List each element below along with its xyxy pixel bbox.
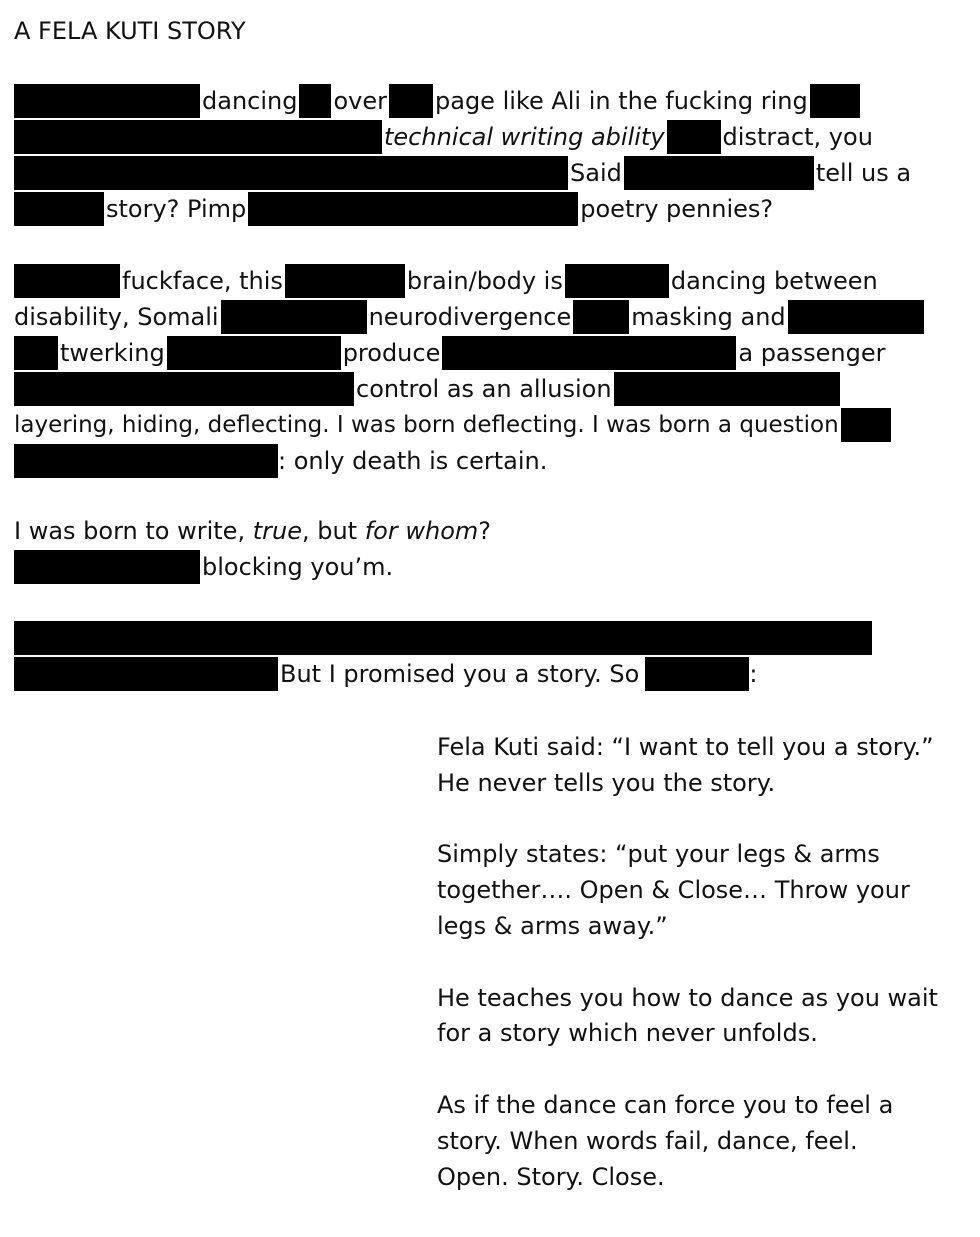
text-fragment: dancing [202,87,298,115]
redaction-bar [442,336,736,370]
redaction-bar [788,300,924,334]
paragraph-1-line-2 [14,119,875,155]
redaction-bar [14,336,58,370]
paragraph-1-line-3 [14,155,913,191]
stanza-4-line-2: story. When words fail, dance, feel. [437,1127,858,1155]
text-fragment: neurodivergence [368,303,572,331]
stanza-2-line-3: legs & arms away.” [437,912,668,940]
redaction-bar [14,264,120,298]
document-title: A FELA KUTI STORY [14,17,246,45]
paragraph-2-line-5 [14,407,891,443]
redaction-bar [14,657,278,691]
text-fragment: dancing between [670,267,878,295]
redaction-bar [14,84,200,118]
paragraph-4-line-1 [14,620,872,656]
text-fragment: masking and [631,303,786,331]
redaction-bar [667,120,721,154]
paragraph-2-line-2 [14,299,924,335]
redaction-bar [285,264,405,298]
text-fragment: twerking [60,339,165,367]
stanza-4-line-1: As if the dance can force you to feel a [437,1091,894,1119]
redaction-bar [167,336,341,370]
paragraph-2-line-4 [14,371,840,407]
redaction-bar [841,408,891,442]
text-fragment: page like Ali in the fucking ring [435,87,808,115]
redaction-bar [624,156,814,190]
redaction-bar [14,444,278,478]
paragraph-3-line-1 [14,513,491,549]
paragraph-1-line-4 [14,191,775,227]
redaction-bar [389,84,433,118]
redaction-bar [810,84,860,118]
text-fragment: distract, you [722,123,873,151]
redaction-bar [614,372,840,406]
redaction-bar [221,300,367,334]
redaction-bar [14,372,354,406]
redaction-bar [14,550,200,584]
paragraph-2-line-6 [14,443,549,479]
stanza-1-line-1: Fela Kuti said: “I want to tell you a story.” [437,733,934,761]
paragraph-3-line-2 [14,549,395,585]
redaction-bar [248,192,578,226]
redaction-bar [573,300,629,334]
redaction-bar [299,84,331,118]
text-fragment: technical writing ability [384,123,665,151]
text-fragment: disability, Somali [14,303,219,331]
text-fragment: story? Pimp [106,195,247,223]
paragraph-2-line-3 [14,335,888,371]
redaction-bar [14,192,104,226]
paragraph-1-line-1 [14,83,860,119]
text-fragment: : only death is certain. [278,447,548,475]
redaction-bar [14,120,382,154]
text-fragment: blocking you’m. [202,553,394,581]
stanza-4-line-3: Open. Story. Close. [437,1163,665,1191]
text-fragment: over [333,87,387,115]
text-fragment: fuckface, this [122,267,283,295]
text-fragment: poetry pennies? [580,195,774,223]
text-fragment: : [749,660,758,688]
redaction-bar [645,657,749,691]
redaction-bar [14,156,568,190]
paragraph-4-line-2 [14,656,757,692]
text-fragment: layering, hiding, deflecting. I was born deflecting. I was born a question [14,412,839,438]
text-fragment: brain/body is [406,267,563,295]
stanza-2-line-1: Simply states: “put your legs & arms [437,840,880,868]
redaction-bar [14,621,872,655]
paragraph-2-line-1 [14,263,880,299]
text-fragment: But I promised you a story. So [280,660,640,688]
stanza-1-line-2: He never tells you the story. [437,769,776,797]
text-fragment: Said [570,159,622,187]
text-fragment: control as an allusion [356,375,612,403]
text-fragment: I was born to write, true, but for whom? [14,517,491,545]
stanza-3-line-2: for a story which never unfolds. [437,1019,818,1047]
stanza-3-line-1: He teaches you how to dance as you wait [437,984,938,1012]
text-fragment: produce [342,339,441,367]
text-fragment: tell us a [815,159,912,187]
redaction-bar [565,264,669,298]
stanza-2-line-2: together…. Open & Close… Throw your [437,876,910,904]
text-fragment: a passenger [738,339,886,367]
